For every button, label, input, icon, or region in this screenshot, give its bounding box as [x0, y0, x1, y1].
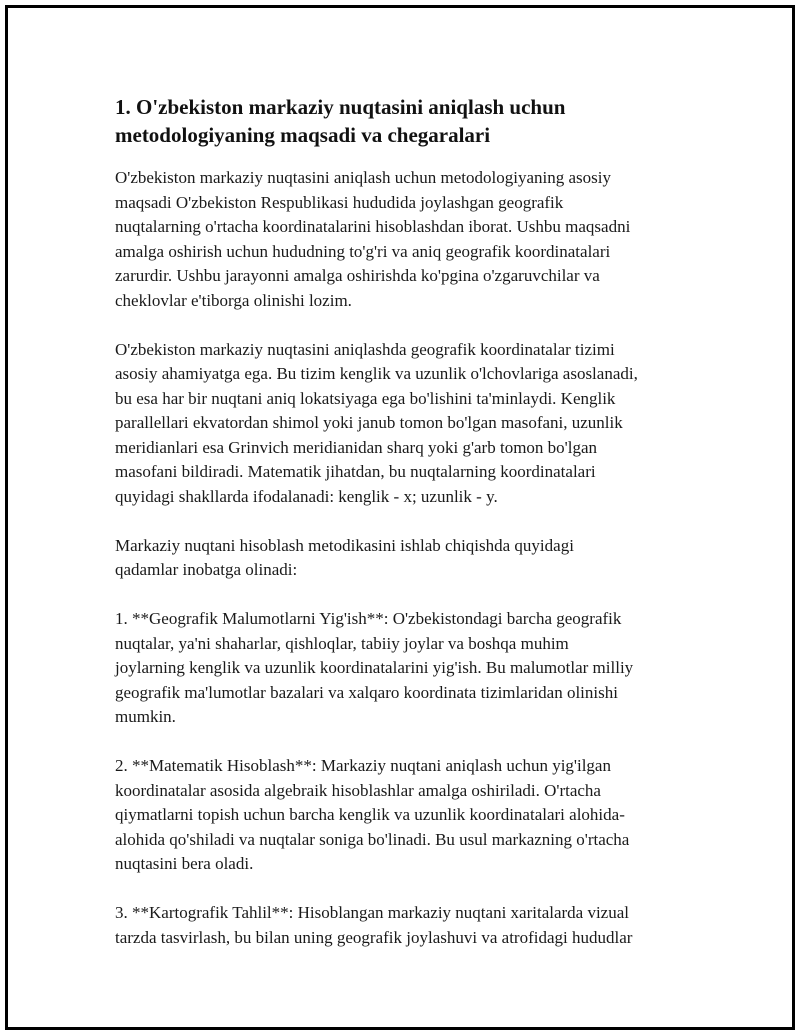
paragraph-step-2: 2. **Matematik Hisoblash**: Markaziy nuqtani aniqlash uchun yig'ilgan koordinatalar asosida algebraik hisoblashlar amalga oshiriladi. O'rtacha qiymatlarni topish uchun barcha kenglik va uzunlik koordinatalari alohida- alohida qo'shiladi va nuqtalar soniga bo'linadi. Bu usul markazning o'rtacha nuqtasini bera oladi. [115, 756, 630, 873]
paragraph-coordinate-system: O'zbekiston markaziy nuqtasini aniqlashda geografik koordinatalar tizimi asosiy ahamiyatga ega. Bu tizim kenglik va uzunlik o'lchovlariga asoslanadi, bu esa har bir nuqtani aniq lokatsiyaga ega bo'lishini ta'minlaydi. Kenglik parallellari ekvatordan shimol yoki janub tomon bo'lgan masofani, uzunlik meridianlari esa Grinvich meridianidan sharq yoki g'arb tomon bo'lgan masofani bildiradi. Matematik jihatdan, bu nuqtalarning koordinatalari quyidagi shakllarda ifodalanadi: kenglik - x; uzunlik - y. [115, 339, 638, 506]
paragraph-step-3: 3. **Kartografik Tahlil**: Hisoblangan markaziy nuqtani xaritalarda vizual tarzda tasvirlash, bu bilan uning geografik joylashuvi va atrofidagi hududlar [115, 903, 633, 947]
paragraph-purpose: O'zbekiston markaziy nuqtasini aniqlash uchun metodologiyaning asosiy maqsadi O'zbekiston Respublikasi hududida joylashgan geografik nuqtalarning o'rtacha koordinatalarini hisoblashdan iborat. Ushbu maqsadni amalga oshirish uchun hududning to'g'ri va aniq geografik koordinatalari zarurdir. Ushbu jarayonni amalga oshirishda ko'pgina o'zgaruvchilar va cheklovlar e'tiborga olinishi lozim. [115, 168, 631, 310]
section-heading: 1. O'zbekiston markaziy nuqtasini aniqlash uchun metodologiyaning maqsadi va chegaralari [115, 95, 566, 147]
paragraph-steps-intro: Markaziy nuqtani hisoblash metodikasini ishlab chiqishda quyidagi qadamlar inobatga olinadi: [115, 535, 574, 579]
paragraph-step-1: 1. **Geografik Malumotlarni Yig'ish**: O'zbekistondagi barcha geografik nuqtalar, ya'ni shaharlar, qishloqlar, tabiiy joylar va boshqa muhim joylarning kenglik va uzunlik koordinatalarini yig'ish. Bu malumotlar milliy geografik ma'lumotlar bazalari va xalqaro koordinata tizimlaridan olinishi mumkin. [115, 609, 634, 726]
document-body [115, 93, 700, 975]
